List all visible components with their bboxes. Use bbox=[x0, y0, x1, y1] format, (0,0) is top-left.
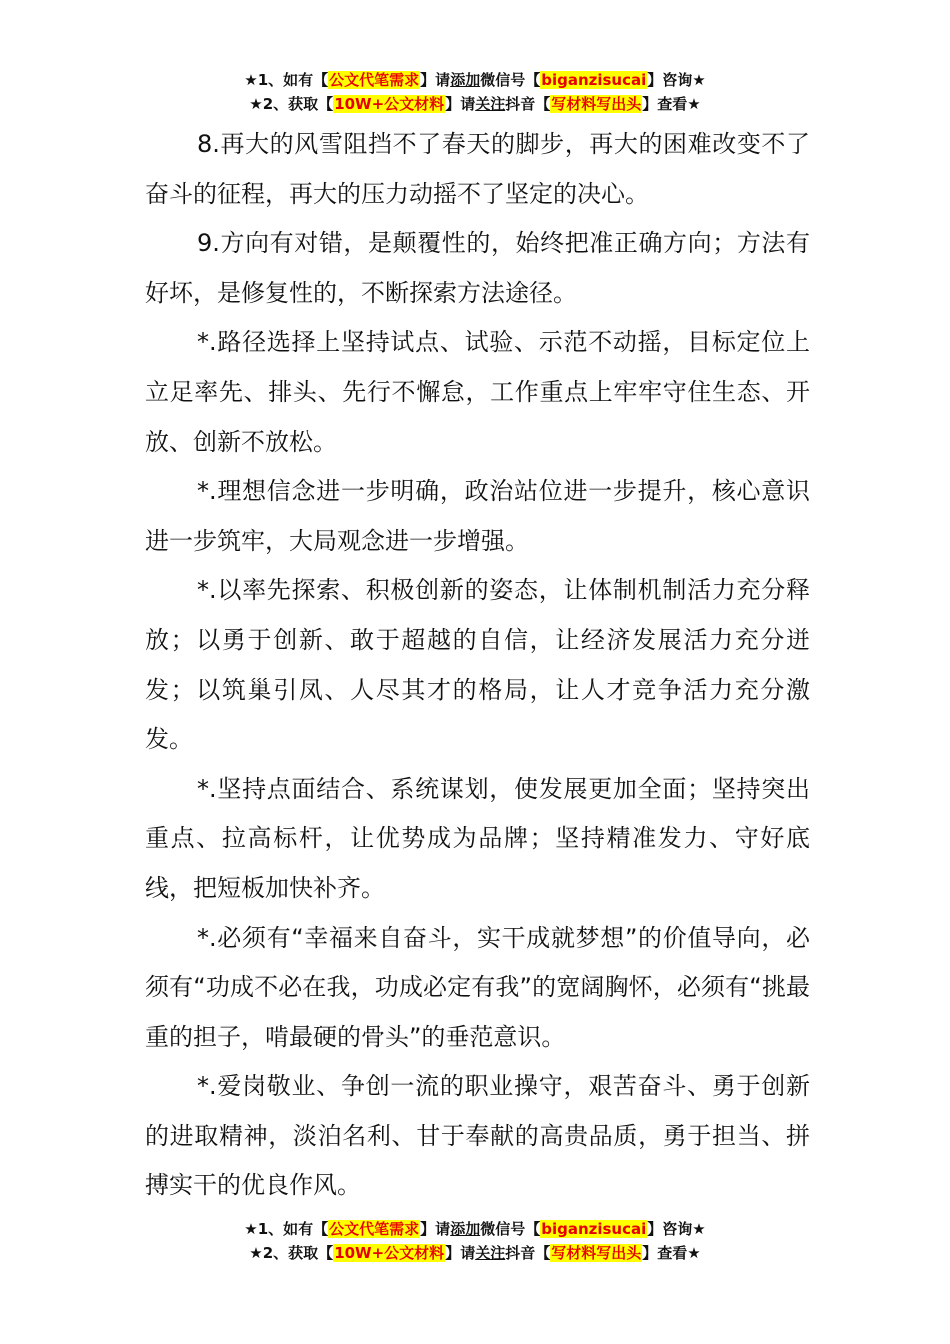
banner-text: 】咨询★ bbox=[647, 1220, 706, 1238]
paragraph: *.坚持点面结合、系统谋划，使发展更加全面；坚持突出重点、拉高标杆，让优势成为品牌；坚持精准发力、守好底线，把短板加快补齐。 bbox=[145, 774, 810, 902]
banner-text: 】请 bbox=[420, 1220, 451, 1238]
banner-text: 】请 bbox=[445, 1244, 476, 1262]
highlight-service: 公文代笔需求 bbox=[329, 1220, 420, 1238]
banner-text: 】查看★ bbox=[642, 1244, 701, 1262]
banner-text: ★1、如有【 bbox=[244, 71, 329, 89]
header-banner bbox=[0, 68, 950, 116]
highlight-materials: 10W+公文材料 bbox=[334, 95, 445, 113]
highlight-wechat-id: biganzisucai bbox=[541, 71, 647, 89]
highlight-douyin-account: 写材料写出头 bbox=[551, 95, 642, 113]
paragraph: 8.再大的风雪阻挡不了春天的脚步，再大的困难改变不了奋斗的征程，再大的压力动摇不了坚定的决心。 bbox=[145, 130, 810, 208]
footer-banner bbox=[0, 1217, 950, 1265]
banner-text: 】查看★ bbox=[642, 95, 701, 113]
paragraph: *.路径选择上坚持试点、试验、示范不动摇，目标定位上立足率先、排头、先行不懈怠，工作重点上牢牢守住生态、开放、创新不放松。 bbox=[145, 328, 810, 456]
banner-text: 】咨询★ bbox=[647, 71, 706, 89]
underlined-text: 添加 bbox=[450, 1220, 481, 1238]
banner-text: 】请 bbox=[420, 71, 451, 89]
document-body bbox=[145, 120, 810, 1211]
banner-text: 抖音【 bbox=[505, 1244, 551, 1262]
paragraph: *.以率先探索、积极创新的姿态，让体制机制活力充分释放；以勇于创新、敢于超越的自信，让经济发展活力充分迸发；以筑巢引凤、人尽其才的格局，让人才竞争活力充分激发。 bbox=[145, 576, 810, 754]
highlight-service: 公文代笔需求 bbox=[329, 71, 420, 89]
banner-text: ★2、获取【 bbox=[249, 1244, 334, 1262]
banner-text: 】请 bbox=[445, 95, 476, 113]
banner-text: 微信号【 bbox=[480, 71, 541, 89]
paragraph: *.必须有“幸福来自奋斗，实干成就梦想”的价值导向，必须有“功成不必在我，功成必定有我”的宽阔胸怀，必须有“挑最重的担子，啃最硬的骨头”的垂范意识。 bbox=[145, 923, 810, 1051]
paragraph: *.理想信念进一步明确，政治站位进一步提升，核心意识进一步筑牢，大局观念进一步增强。 bbox=[145, 477, 810, 555]
banner-text: ★2、获取【 bbox=[249, 95, 334, 113]
banner-line-2 bbox=[0, 1241, 950, 1265]
highlight-materials: 10W+公文材料 bbox=[334, 1244, 445, 1262]
highlight-douyin-account: 写材料写出头 bbox=[551, 1244, 642, 1262]
paragraph: *.爱岗敬业、争创一流的职业操守，艰苦奋斗、勇于创新的进取精神，淡泊名利、甘于奉献的高贵品质，勇于担当、拼搏实干的优良作风。 bbox=[145, 1072, 810, 1200]
highlight-wechat-id: biganzisucai bbox=[541, 1220, 647, 1238]
banner-line-1 bbox=[0, 1217, 950, 1241]
banner-text: 微信号【 bbox=[480, 1220, 541, 1238]
underlined-text: 添加 bbox=[450, 71, 481, 89]
underlined-text: 关注 bbox=[475, 1244, 506, 1262]
banner-text: ★1、如有【 bbox=[244, 1220, 329, 1238]
paragraph: 9.方向有对错，是颠覆性的，始终把准正确方向；方法有好坏，是修复性的，不断探索方法途径。 bbox=[145, 229, 810, 307]
underlined-text: 关注 bbox=[475, 95, 506, 113]
banner-line-2 bbox=[0, 92, 950, 116]
banner-text: 抖音【 bbox=[505, 95, 551, 113]
banner-line-1 bbox=[0, 68, 950, 92]
